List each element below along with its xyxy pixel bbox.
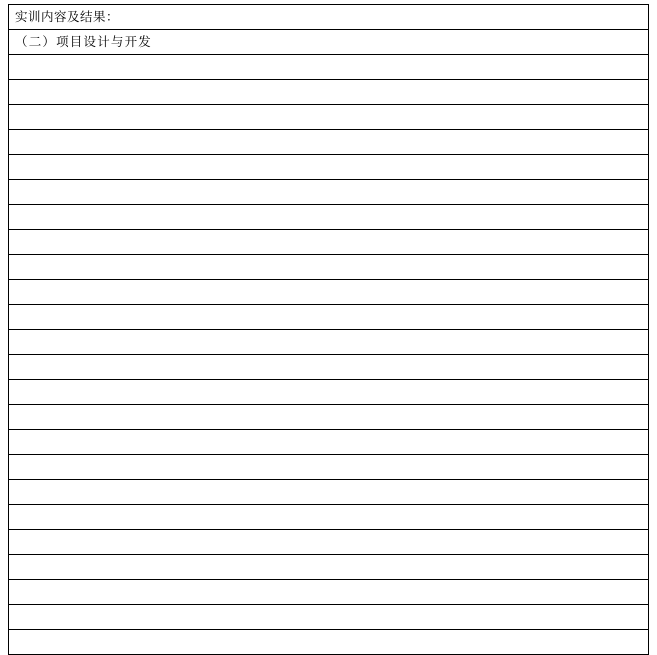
writing-line[interactable]: [9, 230, 649, 255]
writing-line[interactable]: [9, 530, 649, 555]
table-row: [9, 380, 649, 405]
lined-form-table: [8, 4, 649, 655]
table-row: [9, 155, 649, 180]
writing-line[interactable]: [9, 330, 649, 355]
table-row: [9, 5, 649, 30]
table-row: [9, 180, 649, 205]
table-row: [9, 330, 649, 355]
table-row: [9, 130, 649, 155]
table-row: [9, 205, 649, 230]
writing-line[interactable]: [9, 355, 649, 380]
writing-line[interactable]: [9, 130, 649, 155]
writing-line[interactable]: [9, 280, 649, 305]
writing-line[interactable]: [9, 455, 649, 480]
writing-line[interactable]: [9, 105, 649, 130]
writing-line[interactable]: [9, 505, 649, 530]
table-row: [9, 30, 649, 55]
writing-line[interactable]: [9, 480, 649, 505]
writing-line[interactable]: [9, 605, 649, 630]
table-row: [9, 430, 649, 455]
writing-line[interactable]: [9, 155, 649, 180]
table-row: [9, 305, 649, 330]
table-row: [9, 455, 649, 480]
writing-line[interactable]: [9, 180, 649, 205]
document-sheet: [8, 4, 649, 629]
table-row: [9, 55, 649, 80]
table-row: [9, 355, 649, 380]
table-body: [9, 5, 649, 655]
table-row: [9, 80, 649, 105]
writing-line[interactable]: [9, 405, 649, 430]
table-row: [9, 605, 649, 630]
form-section-subtitle: （二）项目设计与开发: [9, 30, 649, 55]
writing-line[interactable]: [9, 630, 649, 655]
writing-line[interactable]: [9, 430, 649, 455]
table-row: [9, 405, 649, 430]
table-row: [9, 480, 649, 505]
table-row: [9, 105, 649, 130]
writing-line[interactable]: [9, 205, 649, 230]
writing-line[interactable]: [9, 580, 649, 605]
table-row: [9, 555, 649, 580]
form-section-title: 实训内容及结果：: [9, 5, 649, 30]
table-row: [9, 230, 649, 255]
writing-line[interactable]: [9, 255, 649, 280]
writing-line[interactable]: [9, 555, 649, 580]
writing-line[interactable]: [9, 380, 649, 405]
table-row: [9, 580, 649, 605]
table-row: [9, 280, 649, 305]
table-row: [9, 255, 649, 280]
table-row: [9, 530, 649, 555]
table-row: [9, 630, 649, 655]
writing-line[interactable]: [9, 55, 649, 80]
table-row: [9, 505, 649, 530]
writing-line[interactable]: [9, 305, 649, 330]
writing-line[interactable]: [9, 80, 649, 105]
